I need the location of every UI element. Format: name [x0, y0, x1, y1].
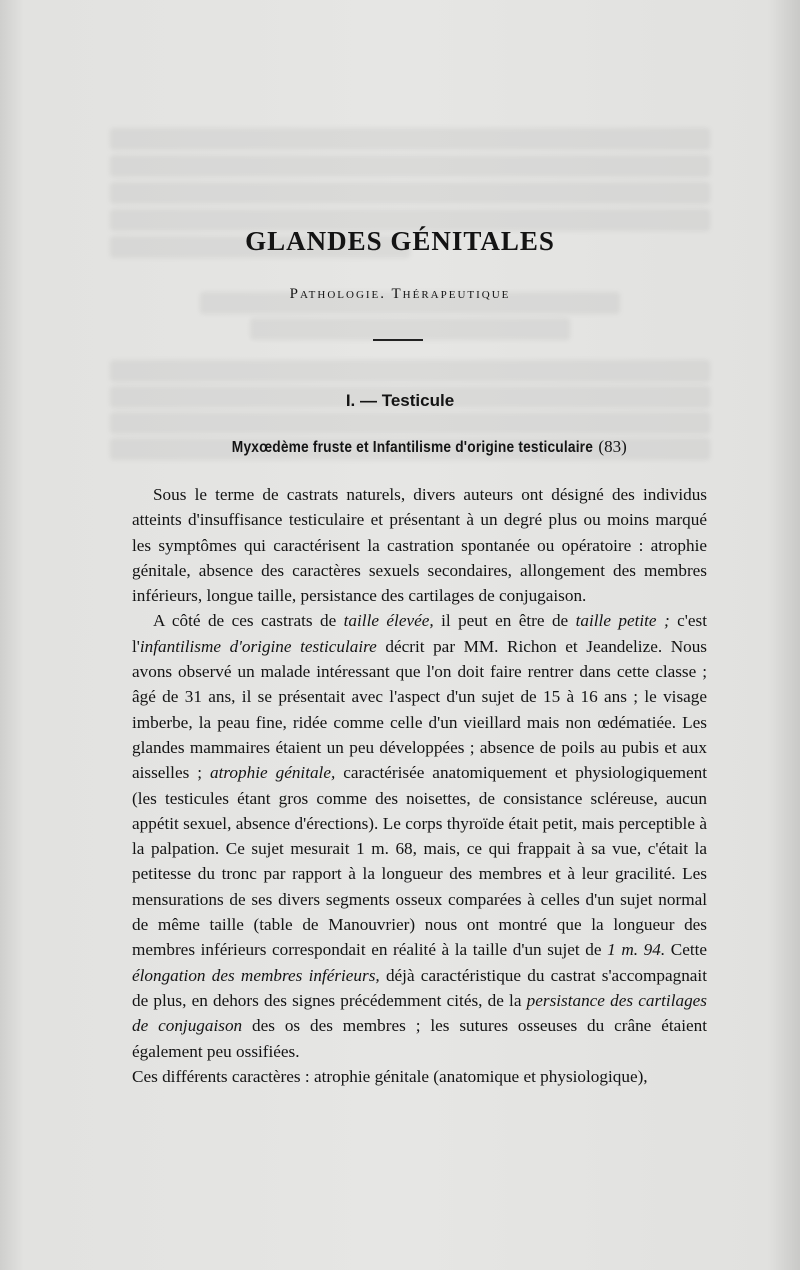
text-run: A côté de ces castrats de	[153, 611, 344, 631]
italic-run: taille élevée,	[343, 611, 434, 631]
chapter-heading-text: Myxœdème fruste et Infantilisme d'origine testiculaire	[232, 439, 594, 456]
paragraph	[132, 482, 707, 608]
page-title: GLANDES GÉNITALES	[245, 226, 555, 256]
text-run: il peut en être de	[433, 611, 576, 631]
text-run: Sous le terme de castrats naturels, divers auteurs ont désigné des individus atteints d'insuffisance testiculaire et présentant à un degré plus ou moins marqué les symptômes qui caractérisent la castration spontanée ou opératoire : atrophie génitale, absence des caractères sexuels secondaires, allongement des membres inférieurs, longue taille, persistance des cartilages de conjugaison.	[132, 485, 707, 606]
body-text	[132, 482, 707, 1089]
italic-run: atrophie génitale,	[210, 763, 336, 783]
page-subtitle: Pathologie. Thérapeutique	[289, 286, 511, 302]
italic-run: 1 m. 94.	[607, 940, 666, 960]
title-divider	[373, 339, 423, 341]
italic-run: persistance des cartilages de conjugaison	[132, 990, 707, 1036]
text-run: c'est l'	[132, 611, 707, 656]
italic-run: infantilisme d'origine testiculaire	[139, 636, 377, 656]
text-run: Ces différents caractères : atrophie génitale (anatomique et physiologique),	[132, 1066, 648, 1086]
chapter-heading-ref: (83)	[598, 437, 627, 456]
paragraph	[132, 608, 707, 1063]
section-heading: I. — Testicule	[345, 391, 455, 410]
text-run: Cette	[665, 940, 707, 960]
text-run: déjà caractéristique du castrat s'accompagnait de plus, en dehors des signes précédemment cités, de la	[132, 965, 707, 1010]
text-run: caractérisée anatomiquement et physiologiquement (les testicules étant gros comme des noisettes, de consistance scléreuse, aucun appétit sexuel, absence d'érections). Le corps thyroïde était petit, mais perceptible à la palpation. Ce sujet mesurait 1 m. 68, mais, ce qui frappait à sa vue, c'était la petitesse du tronc par rapport à la longueur des membres et à leur gracilité. Les mensurations de ses divers segments osseux comparées à celles d'un sujet normal de même taille (table de Manouvrier) nous ont montré que la longueur des membres inférieurs correspondait en réalité à la taille d'un sujet de	[132, 763, 707, 960]
chapter-heading	[0, 437, 800, 457]
text-run: décrit par MM. Richon et Jeandelize. Nous avons observé un malade intéressant que l'on doit faire rentrer dans cette classe ; âgé de 31 ans, il se présentait avec l'aspect d'un sujet de 15 à 16 ans ; le visage imberbe, la peau fine, ridée comme celle d'un vieillard mais non œdématiée. Les glandes mammaires étaient un peu développées ; absence de poils au pubis et aux aisselles ;	[132, 636, 707, 783]
italic-run: élongation des membres inférieurs,	[132, 965, 380, 985]
paragraph	[132, 1064, 707, 1089]
italic-run: taille petite ;	[575, 611, 670, 631]
text-run: des os des membres ; les sutures osseuses du crâne étaient également peu ossifiées.	[132, 1016, 707, 1061]
